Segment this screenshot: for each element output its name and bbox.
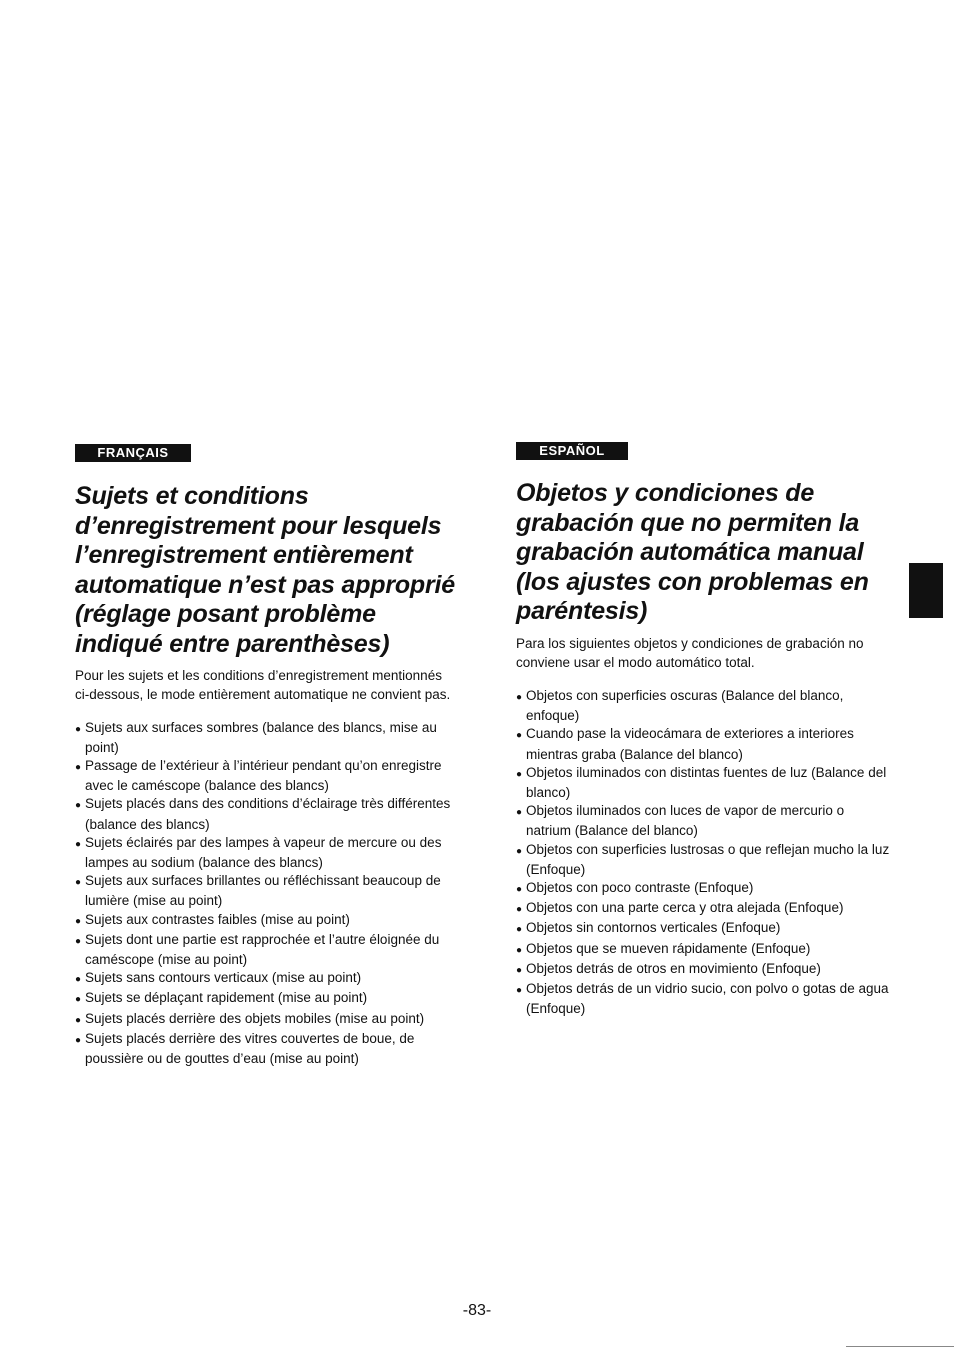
list-item: ● Sujets placés derrière des objets mobiles (mise au point) (75, 1010, 425, 1026)
bottom-rule (846, 1346, 954, 1347)
list-item: ● Sujets aux surfaces brillantes ou réfléchissant beaucoup de lumière (mise au point) (75, 873, 441, 909)
list-item: ● Sujets sans contours verticaux (mise au point) (75, 970, 362, 986)
list-item: ● Sujets se déplaçant rapidement (mise au point) (75, 990, 368, 1006)
spanish-intro: Para los siguientes objetos y condiciones de grabación no conviene usar el modo automático total. (516, 635, 864, 670)
list-item: ● Objetos sin contornos verticales (Enfoque) (516, 920, 781, 936)
french-intro: Pour les sujets et les conditions d’enregistrement mentionnés ci-dessous, le mode entièrement automatique ne convient pas. (75, 667, 451, 702)
page-number: -83- (462, 1302, 492, 1319)
list-item: ● Objetos con superficies oscuras (Balance del blanco, enfoque) (516, 687, 844, 724)
french-item-list (75, 719, 455, 1069)
spanish-language-label: ESPAÑOL (516, 442, 628, 460)
list-item: ● Sujets placés derrière des vitres couvertes de boue, de poussière ou de gouttes d’eau (mise au point) (75, 1030, 415, 1067)
list-item: ● Passage de l’extérieur à l’intérieur pendant qu’on enregistre avec le caméscope (balance des blancs) (75, 757, 442, 794)
section-thumb-tab (909, 563, 943, 618)
list-item: ● Objetos que se mueven rápidamente (Enfoque) (516, 940, 811, 956)
list-item: ● Sujets aux surfaces sombres (balance des blancs, mise au point) (75, 719, 437, 755)
french-title: Sujets et conditions d’enregistrement pour lesquels l’enregistrement entièrement automatique n’est pas approprié (réglage posant problème indiqué entre parenthèses) (75, 482, 455, 658)
list-item: ● Objetos con una parte cerca y otra alejada (Enfoque) (516, 900, 844, 916)
list-item: ● Objetos iluminados con luces de vapor de mercurio o natrium (Balance del blanco) (516, 803, 845, 839)
spanish-item-list (516, 687, 891, 1018)
spanish-column (516, 442, 891, 1018)
list-item: ● Sujets aux contrastes faibles (mise au point) (75, 911, 350, 927)
list-item: ● Sujets dont une partie est rapprochée et l’autre éloignée du caméscope (mise au point) (75, 931, 440, 967)
french-language-label: FRANÇAIS (75, 444, 191, 462)
list-item: ● Cuando pase la videocámara de exteriores a interiores mientras graba (Balance del blanco) (516, 726, 854, 762)
list-item: ● Objetos con poco contraste (Enfoque) (516, 880, 754, 895)
spanish-title: Objetos y condiciones de grabación que no permiten la grabación automática manual (los ajustes con problemas en paréntesis) (516, 479, 869, 626)
list-item: ● Objetos con superficies lustrosas o que reflejan mucho la luz (Enfoque) (516, 841, 890, 877)
list-item: ● Objetos detrás de otros en movimiento (Enfoque) (516, 960, 821, 976)
list-item: ● Sujets éclairés par des lampes à vapeur de mercure ou des lampes au sodium (balance des blancs) (75, 834, 442, 870)
list-item: ● Sujets placés dans des conditions d’éclairage très différentes (balance des blancs) (75, 796, 451, 832)
french-column (75, 444, 455, 1068)
list-item: ● Objetos detrás de un vidrio sucio, con polvo o gotas de agua (Enfoque) (516, 981, 889, 1017)
list-item: ● Objetos iluminados con distintas fuentes de luz (Balance del blanco) (516, 764, 887, 800)
